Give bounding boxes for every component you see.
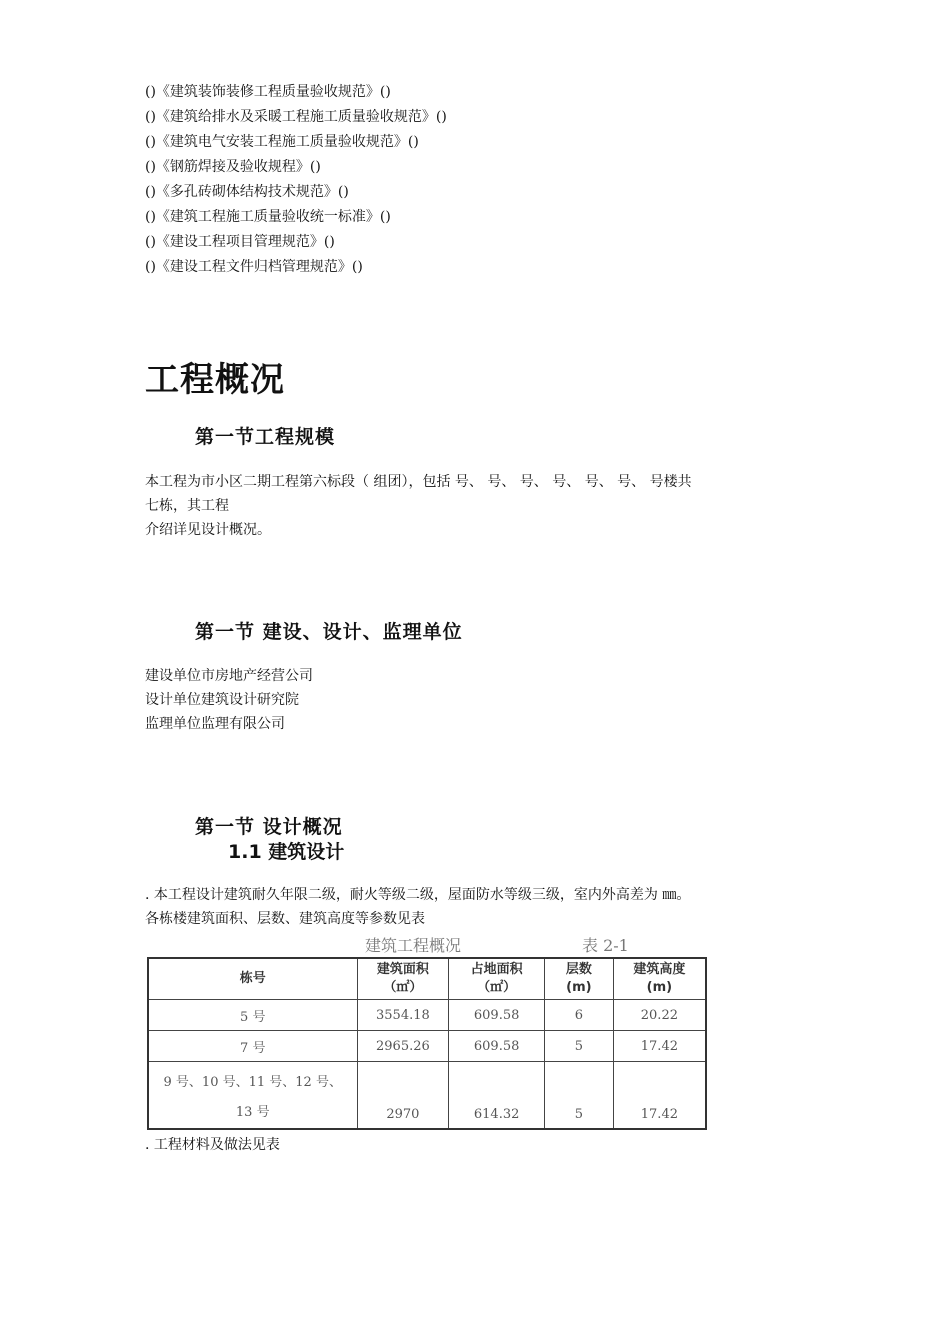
header-unit: （㎡） [477,980,517,995]
reference-item: ()《多孔砖砌体结构技术规范》() [145,184,349,200]
section-heading-scale: 第一节工程规模 [195,426,336,448]
table-row [148,1031,706,1062]
header-label: 建筑面积 [376,962,429,977]
header-unit: （㎡） [383,980,423,995]
header-label: 占地面积 [470,962,523,977]
cell-building: 7 号 [148,1031,357,1062]
cell-floor-area: 2970 [357,1062,449,1130]
header-land-area [449,958,545,1000]
reference-item: ()《建筑电气安装工程施工质量验收规范》() [145,134,419,150]
cell-floor-area: 2965.26 [357,1031,449,1062]
reference-item: ()《建设工程文件归档管理规范》() [145,259,363,275]
reference-item: ()《建筑装饰装修工程质量验收规范》() [145,84,391,100]
reference-item: ()《建筑给排水及采暖工程施工质量验收规范》() [145,109,447,125]
section-heading-design: 第一节 设计概况 [195,816,343,838]
cell-land-area: 609.58 [449,1031,545,1062]
table-row [148,1000,706,1031]
header-unit: (m) [646,980,673,995]
unit-line: 建设单位市房地产经营公司 [145,668,313,684]
paragraph-line: . 工程材料及做法见表 [145,1137,280,1153]
cell-stories: 6 [545,1000,614,1031]
subsection-heading: 1.1 建筑设计 [228,841,345,863]
chapter-title: 工程概况 [145,360,285,400]
building-line: 13 号 [235,1105,270,1120]
table-row [148,1062,706,1130]
cell-land-area: 614.32 [449,1062,545,1130]
header-label: 建筑高度 [633,962,686,977]
header-height [613,958,706,1000]
reference-list [145,80,447,280]
cell-stories: 5 [545,1062,614,1130]
reference-item: ()《建筑工程施工质量验收统一标准》() [145,209,391,225]
header-building [148,958,357,1000]
reference-item: ()《建设工程项目管理规范》() [145,234,335,250]
design-paragraph [145,883,690,931]
paragraph-line: 七栋，其工程 [145,498,229,514]
cell-floor-area: 3554.18 [357,1000,449,1031]
cell-height: 17.42 [613,1031,706,1062]
header-unit: (m) [566,980,592,995]
table-title: 建筑工程概况 [365,936,462,955]
units-paragraph [145,664,313,736]
header-floor-area [357,958,449,1000]
scale-paragraph [145,470,692,542]
after-table-paragraph [145,1133,280,1157]
unit-line: 监理单位监理有限公司 [145,716,285,732]
table-number: 表 2-1 [582,936,629,955]
paragraph-line: 本工程为市小区二期工程第六标段（ 组团），包括 号、 号、 号、 号、 号、 号、 号楼共 [145,474,692,490]
unit-line: 设计单位建筑设计研究院 [145,692,299,708]
table-header-row [148,958,706,1000]
header-label: 栋号 [239,971,266,986]
paragraph-line: . 本工程设计建筑耐久年限二级，耐火等级二级，屋面防水等级三级，室内外高差为 ㎜。 [145,887,691,903]
cell-land-area: 609.58 [449,1000,545,1031]
header-label: 层数 [565,962,592,977]
reference-item: ()《钢筋焊接及验收规程》() [145,159,321,175]
building-line: 9 号、10 号、11 号、12 号、 [163,1075,342,1090]
cell-building [148,1062,357,1130]
section-heading-units: 第一节 建设、设计、监理单位 [195,621,463,643]
cell-height: 17.42 [613,1062,706,1130]
paragraph-line: 介绍详见设计概况。 [145,522,271,538]
header-stories [545,958,614,1000]
building-overview-table [147,957,707,1130]
paragraph-line: 各栋楼建筑面积、层数、建筑高度等参数见表 [145,911,425,927]
cell-stories: 5 [545,1031,614,1062]
cell-height: 20.22 [613,1000,706,1031]
cell-building: 5 号 [148,1000,357,1031]
